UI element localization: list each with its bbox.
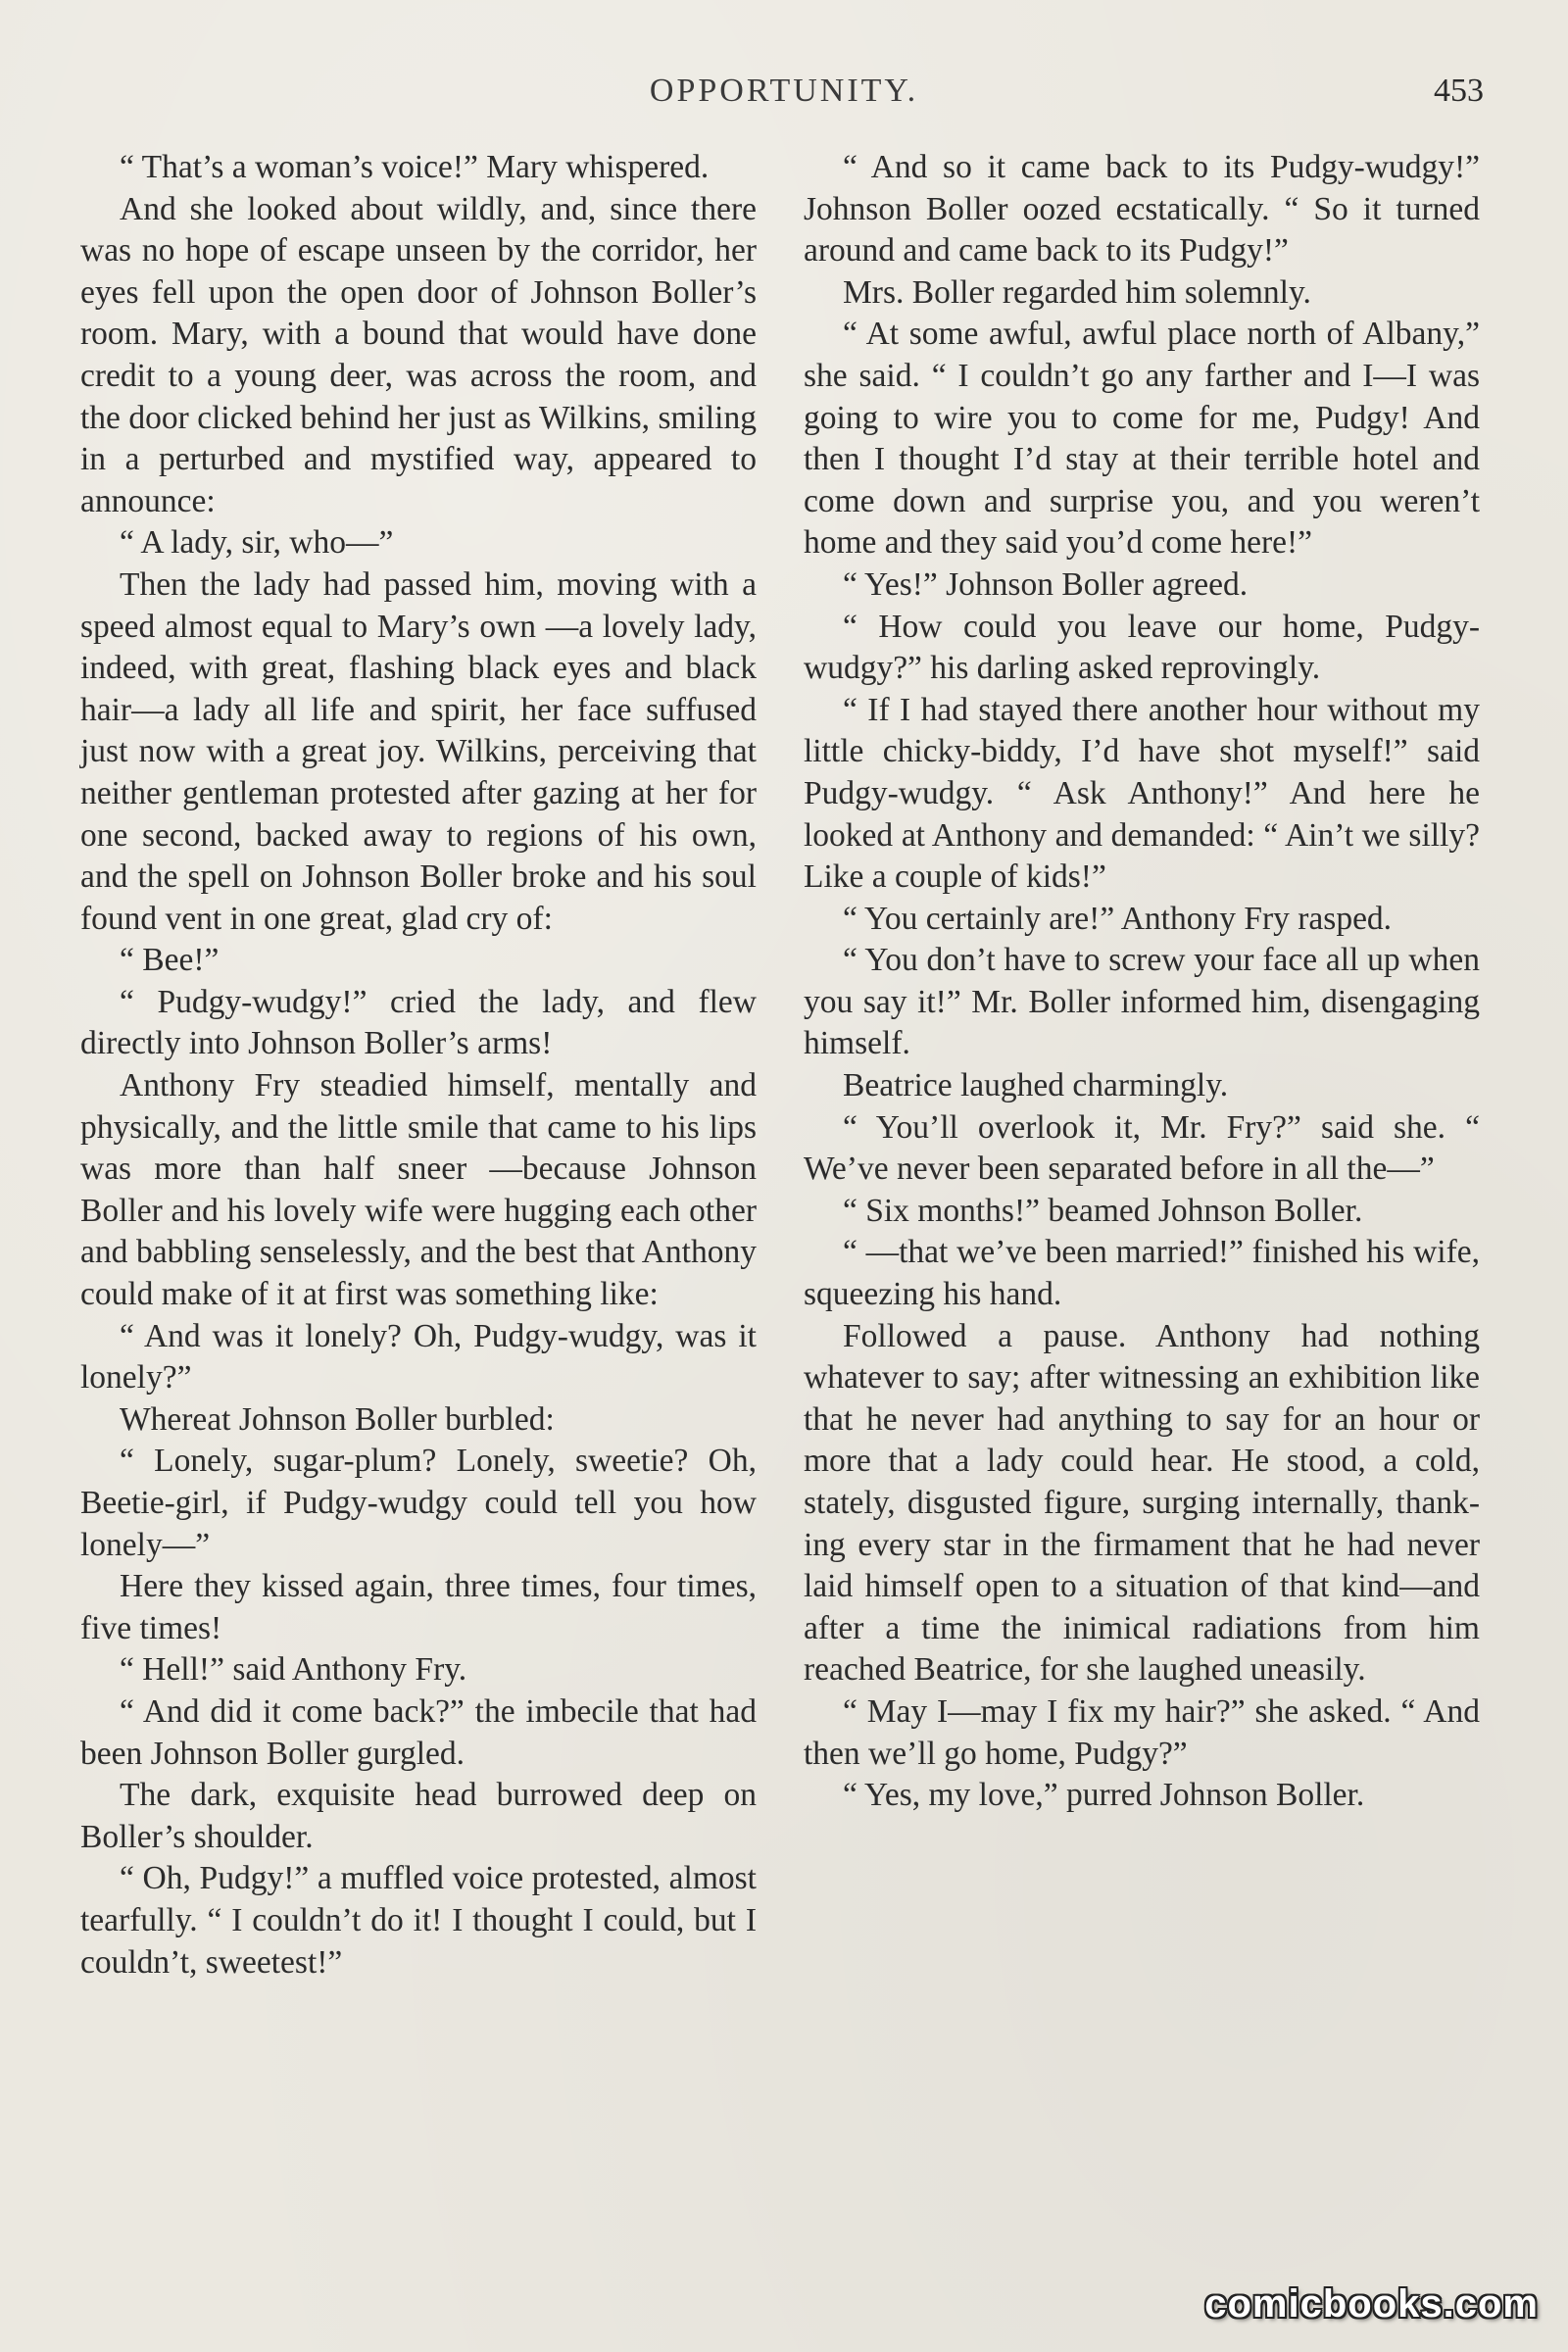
paragraph: “ You don’t have to screw your face all up when you say it!” Mr. Boller informed him, disengaging himself. — [804, 942, 1480, 1062]
paragraph: Anthony Fry steadied himself, mentally and physically, and the little smile that came to his lips was more than half sneer —because Johnson Boller and his lovely wife were hugging each other and babbling senselessly, and the best that Anthony could make of it at first was something like: — [80, 1067, 757, 1313]
paragraph: “ Lonely, sugar-plum? Lonely, sweetie? Oh, Beetie-girl, if Pudgy-wudgy could tell you how lonely—” — [80, 1443, 757, 1563]
paragraph: “ If I had stayed there another hour without my little chicky-biddy, I’d have shot myself!” said Pudgy-wudgy. “ Ask Anthony!” And here he looked at Anthony and demanded: “ Ain’t we silly? Like a couple of kids!” — [804, 691, 1480, 896]
page-number: 453 — [1434, 73, 1484, 109]
paragraph: The dark, exquisite head burrowed deep on Boller’s shoulder. — [80, 1777, 757, 1855]
paragraph: “ Bee!” — [120, 942, 220, 979]
paragraph: And she looked about wildly, and, since there was no hope of escape unseen by the corridor, her eyes fell upon the open door of Johnson Boller’s room. Mary, with a bound that would have done credit to a young deer, was across the room, and the door clicked behind her just as Wilkins, smiling in a perturbed and mystified way, appeared to announce: — [80, 190, 757, 519]
paragraph: “ Yes!” Johnson Boller agreed. — [843, 565, 1249, 603]
right-column — [804, 147, 1480, 1817]
watermark-logo: comicbooks.com — [1204, 2282, 1539, 2326]
paragraph: “ —that we’ve been married!” finished his wife, squeezing his hand. — [804, 1234, 1480, 1313]
paragraph: “ Hell!” said Anthony Fry. — [120, 1651, 467, 1689]
paragraph: “ A lady, sir, who—” — [120, 524, 394, 562]
paragraph: “ Pudgy-wudgy!” cried the lady, and flew directly into Johnson Boller’s arms! — [80, 983, 757, 1062]
paragraph: “ At some awful, awful place north of Albany,” she said. “ I couldn’t go any farther and I—I was going to wire you to come for me, Pudgy! And then I thought I’d stay at their terrible hotel and come down and surprise you, and you weren’t home and they said you’d come here!” — [804, 316, 1480, 562]
paragraph: “ You certainly are!” Anthony Fry rasped. — [843, 900, 1393, 937]
running-title: OPPORTUNITY. — [649, 73, 919, 109]
left-column — [80, 147, 757, 1984]
paragraph: “ How could you leave our home, Pudgy-wudgy?” his darling asked reprovingly. — [804, 608, 1480, 687]
paragraph: “ May I—may I fix my hair?” she asked. “ And then we’ll go home, Pudgy?” — [804, 1692, 1480, 1772]
paragraph: Then the lady had passed him, moving with a speed almost equal to Mary’s own —a lovely lady, indeed, with great, flashing black eyes and black hair—a lady all life and spirit, her face suffused just now with a great joy. Wilkins, perceiving that neither gentleman protested after gazing at her for one second, backed away to regions of his own, and the spell on Johnson Boller broke and his soul found vent in one great, glad cry of: — [80, 565, 757, 937]
paragraph: “ And so it came back to its Pudgy-wudgy!” Johnson Boller oozed ecstatically. “ So it turned around and came back to its Pudgy!” — [804, 149, 1480, 270]
paragraph: “ And was it lonely? Oh, Pudgy-wudgy, was it lonely?” — [80, 1317, 757, 1396]
paragraph: Whereat Johnson Boller burbled: — [120, 1400, 555, 1438]
paragraph: “ Six months!” beamed Johnson Boller. — [843, 1192, 1363, 1229]
paragraph: “ You’ll overlook it, Mr. Fry?” said she. “ We’ve never been separated before in all the—” — [804, 1108, 1480, 1188]
paragraph: “ Oh, Pudgy!” a muffled voice protested, almost tearfully. “ I couldn’t do it! I thought I could, but I couldn’t, sweetest!” — [80, 1860, 757, 1981]
paragraph: Here they kissed again, three times, four times, five times! — [80, 1568, 757, 1646]
paragraph: “ That’s a woman’s voice!” Mary whispered. — [120, 149, 710, 185]
paragraph: Beatrice laughed charmingly. — [843, 1067, 1229, 1104]
paragraph: “ And did it come back?” the imbecile that had been Johnson Boller gurgled. — [80, 1692, 757, 1772]
paragraph: Mrs. Boller regarded him solemnly. — [843, 273, 1311, 311]
paragraph: Followed a pause. Anthony had nothing whatever to say; after witnessing an exhibition like that he never had anything to say for an hour or more that a lady could hear. He stood, a cold, stately, disgusted figure, surging internally, thanking every star in the firmament that he had never laid himself open to a situation of that kind—and after a time the inimical radiations from him reached Beatrice, for she laughed uneasily. — [804, 1317, 1480, 1689]
paragraph: “ Yes, my love,” purred Johnson Boller. — [843, 1777, 1365, 1814]
